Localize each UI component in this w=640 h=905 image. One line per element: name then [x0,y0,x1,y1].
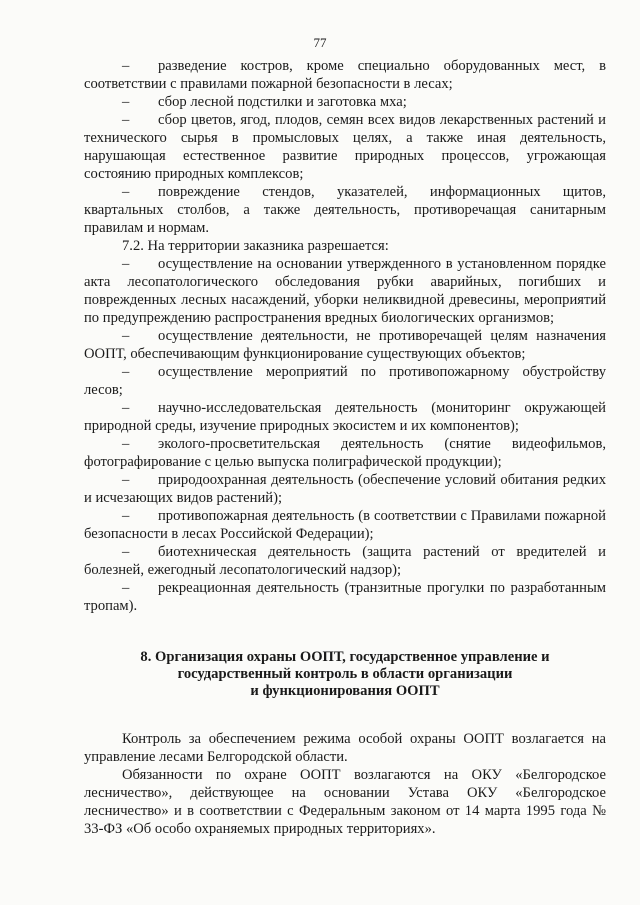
list-item: – осуществление на основании утвержденного в установленном порядке акта лесопатологического обследования рубки аварийных, погибших и поврежденных лесных насаждений, уборки неликвидной древесины, мероприятий по предупреждению распространения вредных биологических организмов; [84,256,606,326]
document-body [84,57,606,838]
dash-marker: – [122,508,130,524]
paragraph: Обязанности по охране ООПТ возлагаются на ОКУ «Белгородское лесничество», действующее на основании Устава ОКУ «Белгородское лесничество» и в соответствии с Федеральным законом от 14 марта 1995 года № 33-ФЗ «Об особо охраняемых природных территориях». [84,767,606,837]
dash-marker: – [122,364,130,380]
dash-marker: – [122,184,130,200]
list-item: – сбор цветов, ягод, плодов, семян всех видов лекарственных растений и технического сырья в промысловых целях, а также иная деятельность, нарушающая естественное развитие природных процессов, угрожающая состоянию природных комплексов; [84,112,606,182]
dash-marker: – [122,112,130,128]
list-item: – разведение костров, кроме специально оборудованных мест, в соответствии с правилами пожарной безопасности в лесах; [84,58,606,92]
section-heading-line: государственный контроль в области организации [177,666,513,682]
list-item: – эколого-просветительская деятельность (снятие видеофильмов, фотографирование с целью выпуска полиграфической продукции); [84,436,606,470]
dash-marker: – [122,580,130,596]
section-heading-line: и функционирования ООПТ [250,683,440,699]
dash-marker: – [122,256,130,272]
dash-marker: – [122,400,130,416]
dash-marker: – [122,472,130,488]
allowed-intro: 7.2. На территории заказника разрешается: [122,238,389,254]
list-item: – осуществление мероприятий по противопожарному обустройству лесов; [84,364,606,398]
list-item: – научно-исследовательская деятельность (мониторинг окружающей природной среды, изучение природных экосистем и их компонентов); [84,400,606,434]
list-item: – природоохранная деятельность (обеспечение условий обитания редких и исчезающих видов растений); [84,472,606,506]
list-item: – рекреационная деятельность (транзитные прогулки по разработанным тропам). [84,580,606,614]
dash-marker: – [122,94,130,110]
dash-marker: – [122,58,130,74]
list-item: – противопожарная деятельность (в соответствии с Правилами пожарной безопасности в лесах Российской Федерации); [84,508,606,542]
page-number: 77 [313,35,327,50]
list-item: – повреждение стендов, указателей, информационных щитов, квартальных столбов, а также деятельность, противоречащая санитарным правилам и нормам. [84,184,606,236]
list-item: – осуществление деятельности, не противоречащей целям назначения ООПТ, обеспечивающим функционирование существующих объектов; [84,328,606,362]
list-item: – биотехническая деятельность (защита растений от вредителей и болезней, ежегодный лесопатологический надзор); [84,544,606,578]
dash-marker: – [122,544,130,560]
section-heading-line: 8. Организация охраны ООПТ, государственное управление и [140,649,550,665]
dash-marker: – [122,328,130,344]
list-item: – сбор лесной подстилки и заготовка мха; [122,94,407,110]
section-heading [84,649,606,700]
dash-marker: – [122,436,130,452]
paragraph: Контроль за обеспечением режима особой охраны ООПТ возлагается на управление лесами Белгородской области. [84,731,606,765]
